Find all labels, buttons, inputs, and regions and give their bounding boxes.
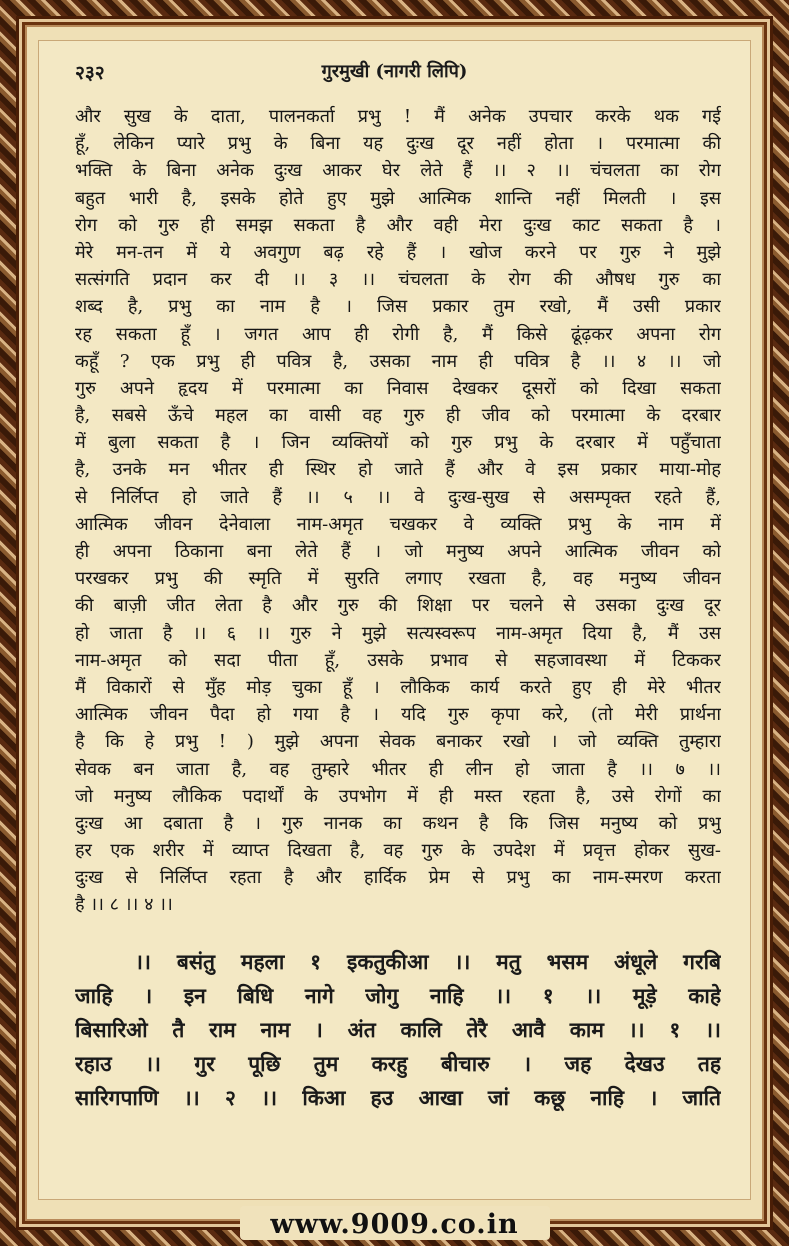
text-line: हर एक शरीर में व्याप्त दिखता है, वह गुरु के उपदेश में प्रवृत्त होकर सुख-	[75, 840, 721, 862]
text-line: दुःख से निर्लिप्त रहता है और हार्दिक प्रेम से प्रभु का नाम-स्मरण करता	[75, 867, 721, 889]
text-line: है, उनके मन भीतर ही स्थिर हो जाते हैं और वे इस प्रकार माया-मोह	[75, 459, 721, 481]
page-header	[39, 59, 750, 85]
text-line: रह सकता हूँ । जगत आप ही रोगी है, मैं किसे ढूंढ़कर अपना रोग	[75, 323, 721, 345]
text-line: नाम-अमृत को सदा पीता हूँ, उसके प्रभाव से सहजावस्था में टिककर	[75, 649, 721, 671]
text-line: है कि हे प्रभु ! ) मुझे अपना सेवक बनाकर रखो । जो व्यक्ति तुम्हारा	[75, 731, 721, 753]
running-title: गुरमुखी (नागरी लिपि)	[321, 61, 468, 82]
text-line: सेवक बन जाता है, वह तुम्हारे भीतर ही लीन हो जाता है ।। ७ ।।	[75, 758, 721, 780]
text-line: मैं विकारों से मुँह मोड़ चुका हूँ । लौकिक कार्य करते हुए ही मेरे भीतर	[75, 676, 721, 698]
verse-line: सारिगपाणि ।। २ ।। किआ हउ आखा जां कछू नाहि । जाति	[75, 1085, 721, 1110]
commentary-text	[75, 103, 721, 919]
text-line: जो मनुष्य लौकिक पदार्थों के उपभोग में ही मस्त रहता है, उसे रोगों का	[75, 785, 721, 807]
text-line: है, सबसे ऊँचे महल का वासी वह गुरु ही जीव को परमात्मा के दरबार	[75, 405, 721, 427]
website-url[interactable]: www.9009.co.in	[270, 1209, 519, 1240]
text-line: हो जाता है ।। ६ ।। गुरु ने मुझे सत्यस्वरूप नाम-अमृत दिया है, मैं उस	[75, 622, 721, 644]
gurbani-verse	[75, 945, 721, 1115]
text-line: आत्मिक जीवन पैदा हो गया है । यदि गुरु कृपा करे, (तो मेरी प्रार्थना	[75, 704, 721, 726]
text-line: मेरे मन-तन में ये अवगुण बढ़ रहे हैं । खोज करने पर गुरु ने मुझे	[75, 241, 721, 263]
text-line: दुःख आ दबाता है । गुरु नानक का कथन है कि जिस मनुष्य को प्रभु	[75, 812, 721, 834]
text-line: ही अपना ठिकाना बना लेते हैं । जो मनुष्य अपने आत्मिक जीवन को	[75, 541, 721, 562]
text-line: सत्संगति प्रदान कर दी ।। ३ ।। चंचलता के रोग की औषध गुरु का	[75, 269, 721, 291]
text-line: की बाज़ी जीत लेता है और गुरु की शिक्षा पर चलने से उसका दुःख दूर	[75, 595, 721, 617]
verse-line: जाहि । इन बिधि नागे जोगु नाहि ।। १ ।। मूड़े काहे	[75, 983, 721, 1008]
text-line: कहूँ ? एक प्रभु ही पवित्र है, उसका नाम ही पवित्र है ।। ४ ।। जो	[75, 350, 721, 372]
text-line: से निर्लिप्त हो जाते हैं ।। ५ ।। वे दुःख-सुख से असम्पृक्त रहते हैं,	[75, 486, 721, 508]
text-line: परखकर प्रभु की स्मृति में सुरति लगाए रखता है, वह मनुष्य जीवन	[75, 568, 721, 590]
verse-line: रहाउ ।। गुर पूछि तुम करहु बीचारु । जह देखउ तह	[75, 1051, 721, 1076]
verse-line: बिसारिओ तै राम नाम । अंत कालि तेरै आवै काम ।। १ ।।	[75, 1017, 721, 1042]
text-line: है ।। ८ ।। ४ ।।	[75, 894, 173, 916]
text-line: बहुत भारी है, इसके होते हुए मुझे आत्मिक शान्ति नहीं मिलती । इस	[75, 187, 721, 209]
page-number: २३२	[75, 62, 105, 84]
text-line: भक्ति के बिना अनेक दुःख आकर घेर लेते हैं ।। २ ।। चंचलता का रोग	[75, 160, 721, 182]
text-line: हूँ, लेकिन प्यारे प्रभु के बिना यह दुःख दूर नहीं होता । परमात्मा की	[75, 133, 721, 155]
text-line: और सुख के दाता, पालनकर्ता प्रभु ! मैं अनेक उपचार करके थक गई	[75, 106, 721, 127]
verse-line: ।। बसंतु महला १ इकतुकीआ ।। मतु भसम अंधूले गरबि	[135, 949, 721, 974]
book-page	[38, 40, 751, 1200]
text-line: शब्द है, प्रभु का नाम है । जिस प्रकार तुम रखो, मैं उसी प्रकार	[75, 296, 721, 318]
text-line: गुरु अपने हृदय में परमात्मा का निवास देखकर दूसरों को दिखा सकता	[75, 377, 721, 399]
text-line: में बुला सकता है । जिन व्यक्तियों को गुरु प्रभु के दरबार में पहुँचाता	[75, 432, 721, 454]
text-line: आत्मिक जीवन देनेवाला नाम-अमृत चखकर वे व्यक्ति प्रभु के नाम में	[75, 513, 721, 535]
text-line: रोग को गुरु ही समझ सकता है और वही मेरा दुःख काट सकता है ।	[75, 214, 721, 236]
